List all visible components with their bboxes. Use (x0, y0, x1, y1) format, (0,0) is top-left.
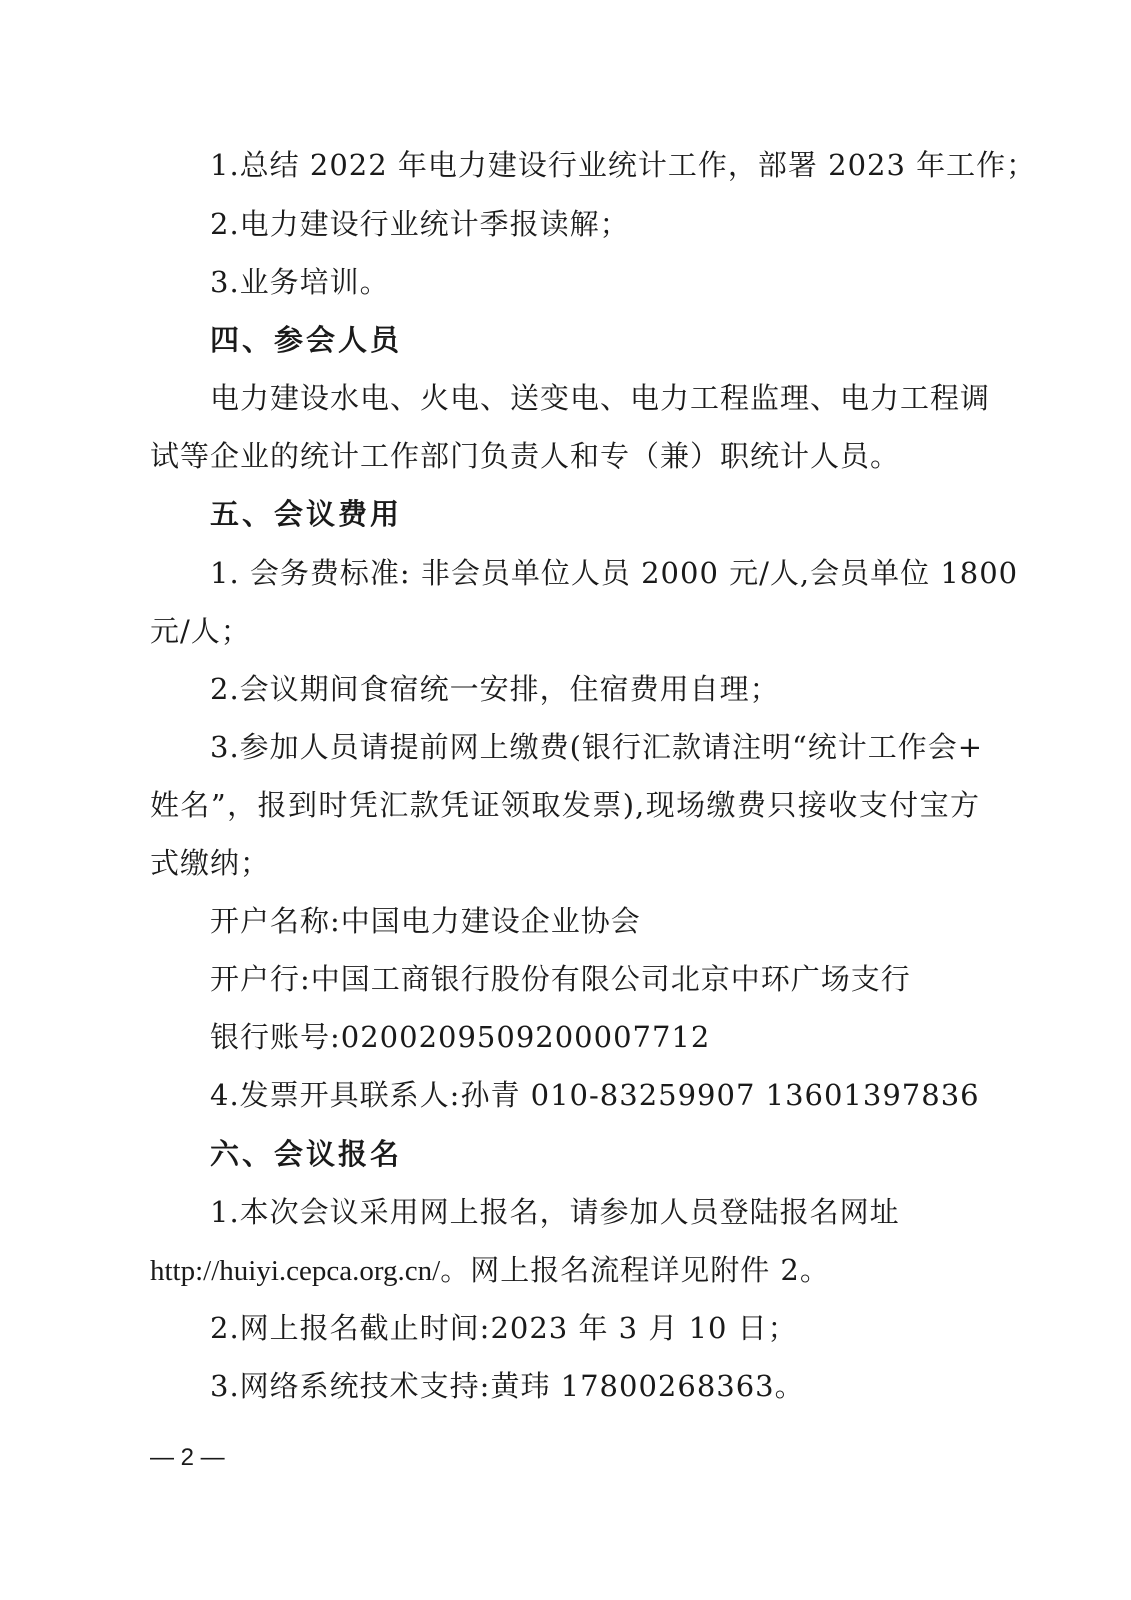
fee-item-2: 2.会议期间食宿统一安排，住宿费用自理； (210, 672, 780, 706)
section-4-paragraph-line-2: 试等企业的统计工作部门负责人和专（兼）职统计人员。 (150, 439, 901, 473)
account-name: 开户名称:中国电力建设企业协会 (210, 904, 641, 938)
fee-item-3-line-1: 3.参加人员请提前网上缴费(银行汇款请注明“统计工作会+ (210, 730, 984, 764)
registration-item-1-line-1: 1.本次会议采用网上报名，请参加人员登陆报名网址 (210, 1195, 900, 1229)
registration-item-1-rest: 。网上报名流程详见附件 2。 (440, 1253, 830, 1287)
content-item-1: 1.总结 2022 年电力建设行业统计工作，部署 2023 年工作； (210, 148, 1037, 182)
section-4-heading: 四、参会人员 (210, 323, 403, 357)
section-4-paragraph-line-1: 电力建设水电、火电、送变电、电力工程监理、电力工程调 (210, 381, 991, 415)
fee-item-4-invoice-contact: 4.发票开具联系人:孙青 010-83259907 13601397836 (210, 1078, 980, 1112)
fee-item-1-line-2: 元/人； (150, 614, 251, 648)
fee-item-1-line-1: 1. 会务费标准: 非会员单位人员 2000 元/人,会员单位 1800 (210, 556, 1019, 590)
registration-url-link[interactable]: http://huiyi.cepca.org.cn/ (150, 1255, 441, 1287)
bank-name: 开户行:中国工商银行股份有限公司北京中环广场支行 (210, 962, 911, 996)
registration-item-3: 3.网络系统技术支持:黄玮 17800268363。 (210, 1369, 805, 1403)
registration-item-1-line-2 (150, 1250, 980, 1291)
fee-item-3-line-3: 式缴纳； (150, 846, 271, 880)
registration-item-2: 2.网上报名截止时间:2023 年 3 月 10 日； (210, 1311, 798, 1345)
account-number: 银行账号:0200209509200007712 (210, 1020, 711, 1054)
content-item-3: 3.业务培训。 (210, 265, 390, 299)
section-5-heading: 五、会议费用 (210, 497, 403, 531)
page-number: — 2 — (150, 1444, 225, 1471)
section-6-heading: 六、会议报名 (210, 1137, 403, 1171)
fee-item-3-line-2: 姓名”，报到时凭汇款凭证领取发票),现场缴费只接收支付宝方 (150, 788, 980, 822)
content-item-2: 2.电力建设行业统计季报读解； (210, 207, 630, 241)
